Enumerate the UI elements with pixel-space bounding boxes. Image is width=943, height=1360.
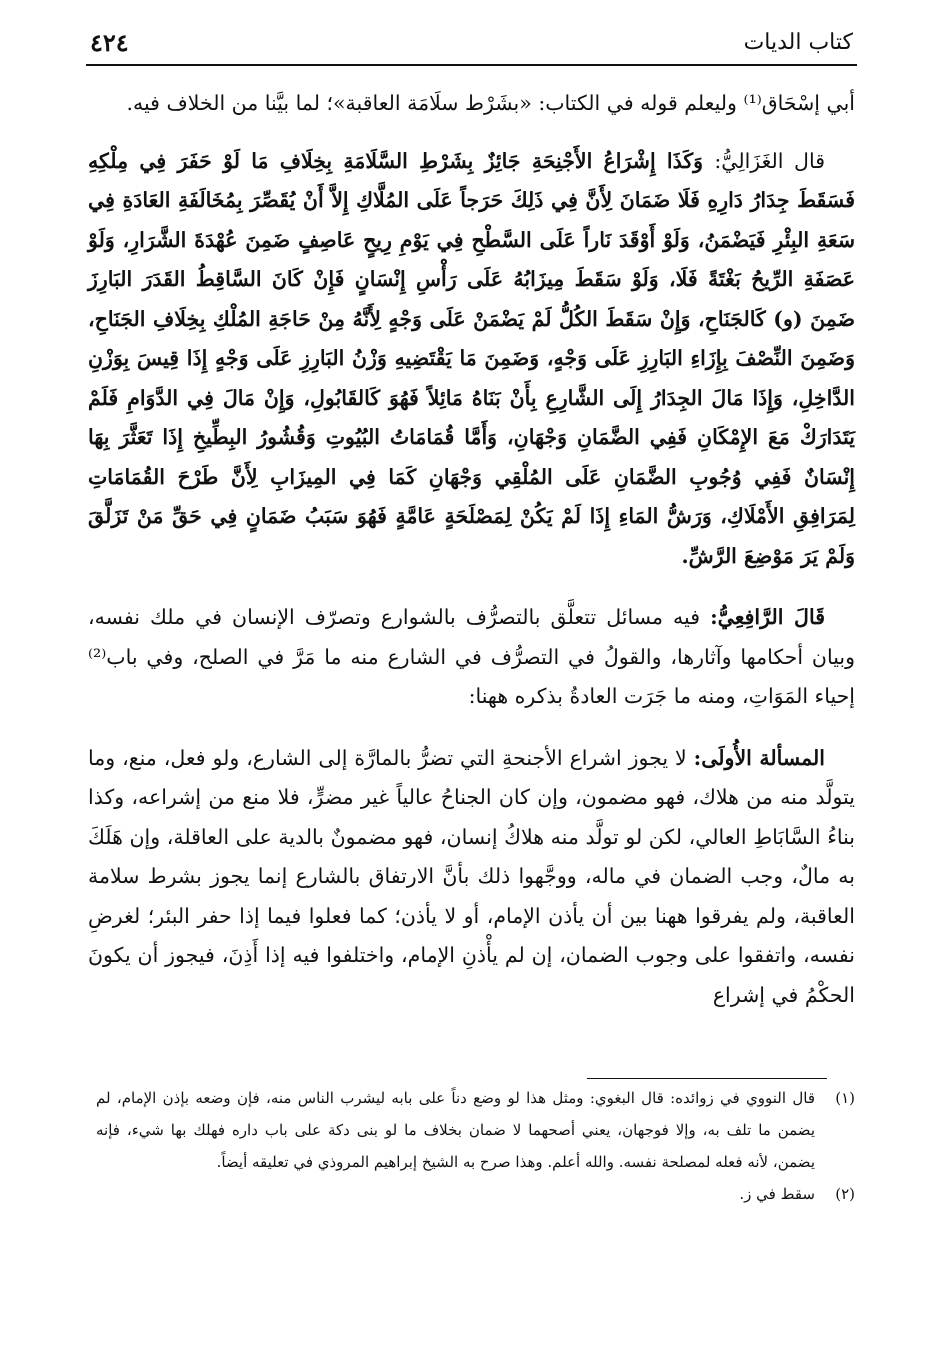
footnote-number: (١) (835, 1089, 855, 1107)
paragraph-ghazali (88, 142, 855, 577)
footnote-text: سقط في ز. (739, 1185, 815, 1203)
footnote-divider (587, 1078, 827, 1079)
rafii-text: فيه مسائل تتعلَّق بالتصرُّف بالشوارع وتصرّف الإنسان في ملك نفسه، وبيان أحكامها وآثارها، والقولُ في التصرُّف في الشارع منه ما مَرَّ في الصلح، وفي باب⁽²⁾ إحياء المَوَاتِ، ومنه ما جَرَت العادةُ بذكره ههنا: (88, 605, 855, 708)
ghazali-lead: قال الغَزَالِيُّ: (714, 148, 825, 173)
page-number: ٤٢٤ (90, 28, 129, 57)
ghazali-text: وَكَذَا إِشْرَاعُ الأَجْنِحَةِ جَائِزٌ بِشَرْطِ السَّلَامَةِ بِخِلَافِ مَا لَوْ حَفَرَ فِي مِلْكِهِ فَسَقَطَ جِدَارُ دَارِهِ فَلَا ضَمَانَ لِأَنَّ فِي ذَلِكَ حَرَجاً عَلَى المُلَّاكِ إِلاَّ أَنْ يُقَصِّرَ بِمُخَالَفَةِ العَادَةِ فِي سَعَةِ البِئْرِ فَيَضْمَنُ، وَلَوْ أَوْقَدَ نَاراً عَلَى السَّطْحِ فِي يَوْمِ رِيحٍ عَاصِفٍ ضَمِنَ عُهْدَةَ الشَّرَارِ، وَلَوْ عَصَفَةِ الرِّيحُ بَغْتَةً فَلَا، وَلَوْ سَقَطَ مِيزَابُهُ عَلَى رَأْسِ إِنْسَانٍ فَإِنْ كَانَ السَّاقِطُ القَدَرَ البَارِزَ ضَمِنَ (و) كَالجَنَاحِ، وَإِنْ سَقَطَ الكُلُّ لَمْ يَضْمَنْ عَلَى وَجْهٍ لِأَنَّهُ مِنْ حَاجَةِ المُلْكِ بِخِلَافِ الجَنَاحِ، وَضَمِنَ النِّصْفَ بِإِزَاءِ البَارِزِ عَلَى وَجْهٍ، وَضَمِنَ مَا يَقْتَضِيهِ وَزْنُ البَارِزِ عَلَى وَجْهٍ إِذَا قِيسَ بِوَزْنِ الدَّاخِلِ، وَإِذَا مَالَ الجِدَارُ إِلَى الشَّارِعِ بِأَنْ بَنَاهُ مَائِلاً فَهُوَ كَالقَابُولِ، وَإِنْ مَالَ فِي الدَّوَامِ فَلَمْ يَتَدَارَكْ مَعَ الإِمْكَانِ فَفِي الضَّمَانِ وَجْهَانِ، وَأَمَّا قُمَامَاتُ البُيُوتِ وَقُشُورُ البِطِّيخِ إِذَا تَعَثَّرَ بِهَا إِنْسَانٌ فَفِي وُجُوبِ الضَّمَانِ عَلَى المُلْقِي وَجْهَانِ كَمَا فِي المِيزَابِ لِأَنَّ طَرْحَ القُمَامَاتِ لِمَرَافِقِ الأَمْلَاكِ، وَرَشُّ المَاءِ إِذَا لَمْ يَكُنْ لِمَصْلَحَةٍ عَامَّةٍ فَهُوَ سَبَبُ ضَمَانٍ فِي حَقِّ مَنْ تَزَلَّقَ وَلَمْ يَرَ مَوْضِعَ الرَّشِّ. (88, 148, 855, 568)
footnote (96, 1082, 855, 1178)
running-header (86, 28, 857, 66)
running-title: كتاب الديات (743, 30, 853, 55)
paragraph-continuation: أبي إسْحَاق⁽¹⁾ وليعلم قوله في الكتاب: «بشَرْط سلَامَة العاقبة»؛ لما بيَّنا من الخلاف فيه. (126, 91, 855, 115)
footnote-number: (٢) (835, 1185, 855, 1203)
paragraph-rafii (88, 598, 855, 717)
main-text (88, 84, 855, 1037)
masala-lead: المسألة الأُولَى: (693, 745, 825, 770)
footnote-text: قال النووي في زوائده: قال البغوي: ومثل هذا لو وضع دناً على بابه ليشرب الناس منه، فإن وضعه بإذن الإمام، لم يضمن ما تلف به، وإلا فوجهان، يعني أصحهما لا ضمان بخلاف ما لو بنى دكة على باب داره فهلك بها شيء، فإنه يضمن، لأنه فعله لمصلحة نفسه. والله أعلم. وهذا صرح به الشيخ إبراهيم المروذي في تعليقه أيضاً. (96, 1089, 815, 1171)
footnotes (96, 1082, 855, 1210)
rafii-lead: قَالَ الرَّافِعِيُّ: (710, 605, 825, 629)
masala-text: لا يجوز اشراع الأجنحةِ التي تضرُّ بالمارَّة إلى الشارع، ولو فعل، منع، وما يتولَّد منه من هلاك، فهو مضمون، وإن كان الجناحُ عالياً غير مضرٍّ، فلا منع من إشراعه، وكذا بناءُ السَّابَاطِ العالي، لكن لو تولَّد منه هلاكُ إنسان، فهو مضمونٌ بالدية على العاقلة، وإن هَلَكَ به مالٌ، وجب الضمان في ماله، ووجَّهوا ذلك بأنَّ الارتفاق بالشارع إنما يجوز بشرط سلامة العاقبة، ولم يفرقوا ههنا بين أن يأذن الإمام، أو لا يأذن؛ كما فعلوا فيما إذا حفر البئر؛ لغرضِ نفسه، واتفقوا على وجوب الضمان، إن لم يأْذنِ الإمام، واختلفوا فيه إذا أَذِنَ، فيجوز أن يكونَ الحكْمُ في إشراع (88, 745, 855, 1007)
footnote (96, 1178, 855, 1210)
paragraph-masala-1 (88, 739, 855, 1016)
